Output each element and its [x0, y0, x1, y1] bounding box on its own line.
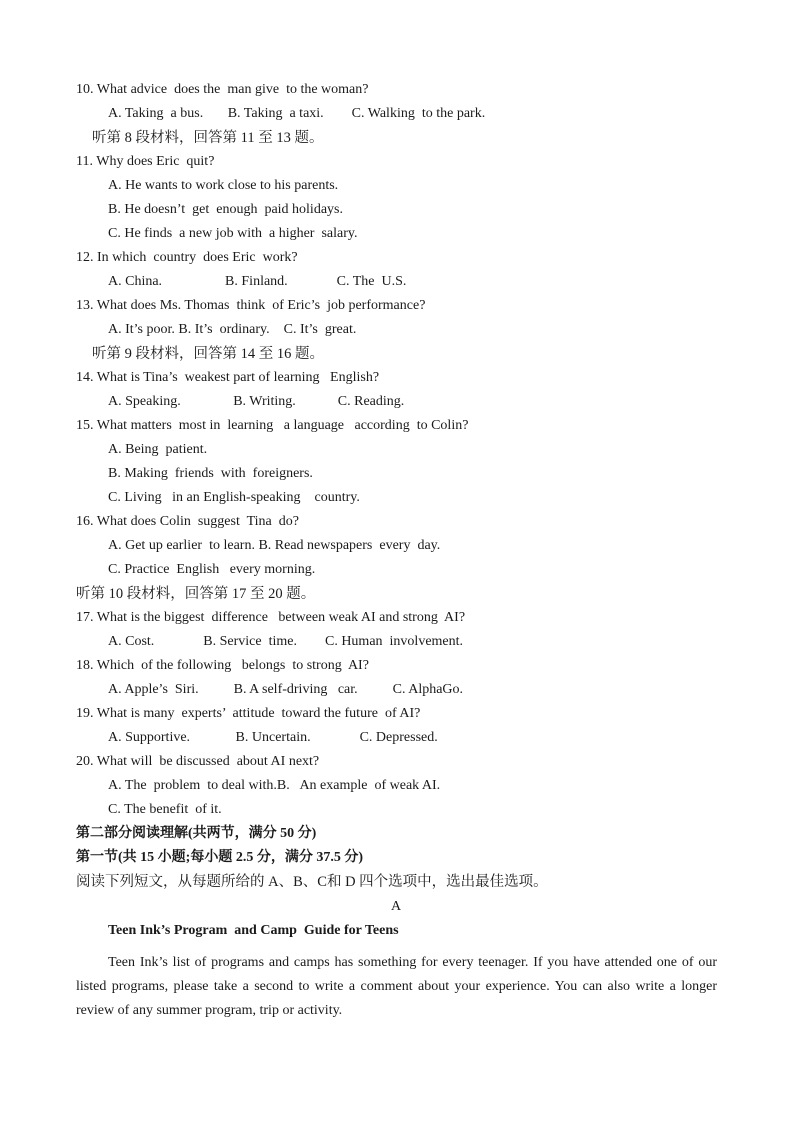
q15-option-b: B. Making friends with foreigners.	[108, 466, 313, 481]
q20-options-ab: A. The problem to deal with.B. An example of weak AI.	[108, 778, 441, 793]
q12-options: A. China. B. Finland. C. The U.S.	[108, 274, 407, 289]
q20-stem: 20. What will be discussed about AI next?	[76, 754, 320, 769]
q13-stem: 13. What does Ms. Thomas think of Eric’s job performance?	[76, 298, 426, 313]
q16-option-c: C. Practice English every morning.	[108, 562, 316, 577]
section-8-heading: 听第 8 段材料，回答第 11 至 13 题。	[92, 130, 324, 146]
passage-paragraph: Teen Ink’s list of programs and camps has something for every teenager. If you have attended one of our listed programs, please take a second to write a comment about your experience. You can also write a longer review of any summer program, trip or activity.	[76, 955, 717, 1018]
q18-options: A. Apple’s Siri. B. A self-driving car. C. AlphaGo.	[108, 682, 464, 697]
q10-options: A. Taking a bus. B. Taking a taxi. C. Walking to the park.	[108, 106, 486, 121]
q19-stem: 19. What is many experts’ attitude toward the future of AI?	[76, 706, 421, 721]
section-9-heading: 听第 9 段材料，回答第 14 至 16 题。	[92, 346, 324, 362]
q16-stem: 16. What does Colin suggest Tina do?	[76, 514, 299, 529]
q20-option-c: C. The benefit of it.	[108, 802, 222, 817]
q14-stem: 14. What is Tina’s weakest part of learning English?	[76, 370, 380, 385]
q11-option-a: A. He wants to work close to his parents.	[108, 178, 339, 193]
q17-options: A. Cost. B. Service time. C. Human involvement.	[108, 634, 464, 649]
section1-title: 第一节(共 15 小题;每小题 2.5 分，满分 37.5 分)	[76, 850, 363, 865]
passage-title: Teen Ink’s Program and Camp Guide for Teens	[108, 923, 399, 938]
q11-stem: 11. Why does Eric quit?	[76, 154, 215, 169]
q16-options-ab: A. Get up earlier to learn. B. Read newspapers every day.	[108, 538, 441, 553]
section-10-heading: 听第 10 段材料，回答第 17 至 20 题。	[76, 586, 316, 602]
q13-options: A. It’s poor. B. It’s ordinary. C. It’s great.	[108, 322, 357, 337]
q17-stem: 17. What is the biggest difference between weak AI and strong AI?	[76, 610, 466, 625]
q15-option-a: A. Being patient.	[108, 442, 208, 457]
q19-options: A. Supportive. B. Uncertain. C. Depressed.	[108, 730, 438, 745]
q10-stem: 10. What advice does the man give to the woman?	[76, 82, 369, 97]
q15-stem: 15. What matters most in learning a language according to Colin?	[76, 418, 469, 433]
part2-title: 第二部分阅读理解(共两节，满分 50 分)	[76, 826, 317, 841]
q12-stem: 12. In which country does Eric work?	[76, 250, 298, 265]
q15-option-c: C. Living in an English-speaking country.	[108, 490, 360, 505]
reading-instructions: 阅读下列短文，从每题所给的 A、B、C和 D 四个选项中，选出最佳选项。	[76, 874, 548, 890]
q14-options: A. Speaking. B. Writing. C. Reading.	[108, 394, 405, 409]
passage-letter: A	[391, 899, 402, 914]
q11-option-b: B. He doesn’t get enough paid holidays.	[108, 202, 343, 217]
q18-stem: 18. Which of the following belongs to strong AI?	[76, 658, 369, 673]
q11-option-c: C. He finds a new job with a higher salary.	[108, 226, 358, 241]
